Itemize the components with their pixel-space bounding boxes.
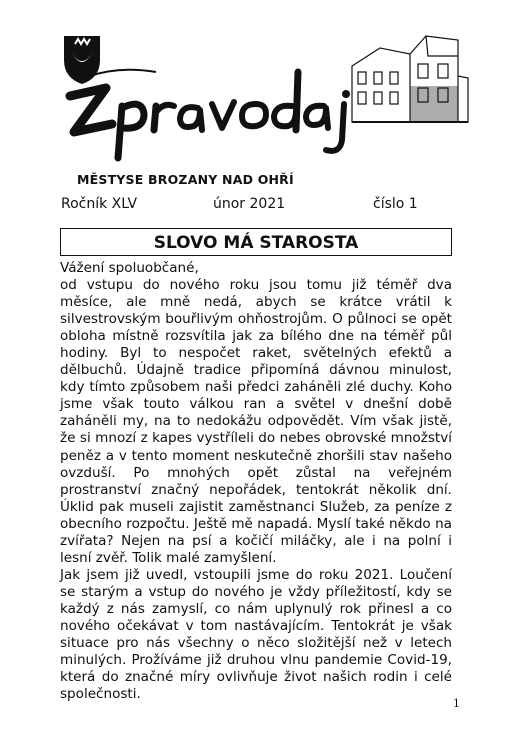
issue-volume: Ročník XLV [61,196,138,212]
page-number: 1 [453,697,460,710]
article-body [60,260,452,703]
masthead-title-logo [60,54,360,164]
issue-date: únor 2021 [213,196,286,212]
article-headline: SLOVO MÁ STAROSTA [153,233,359,253]
masthead [0,0,510,190]
article-paragraph: Jak jsem již uvedl, vstoupili jsme do roku 2021. Loučení se starým a vstup do nového je vždy příležitostí, kdy se každý z nás zamyslí, co nám uplynulý rok přinesl a co nového očekávat v tom nastávajícím. Tentokrát je však situace pro nás všechny o něco složitější než v letech minulých. Prožíváme již druhou vlnu pandemie Covid-19, která do značné míry ovlivňuje život našich rodin i celé společnosti. [60,566,452,703]
article-paragraph: od vstupu do nového roku jsou tomu již téměř dva měsíce, ale mně nedá, abych se krátce vrátil k silvestrovským bouřlivým ohňostrojům. O půlnoci se opět obloha místně rozsvítila jak za bílého dne na téměř půl hodiny. Byl to nespočet raket, světelných efektů a dělbuchů. Údajně tradice připomíná dávnou minulost, kdy tímto způsobem naši předci zaháněli zlé duchy. Koho jsme však touto válkou ran a světel v dnešní době zaháněli my, na to nedokážu odpovědět. Vím však jistě, že si mnozí z kapes vystříleli do nebes obrovské množství peněz a v tento moment neskutečně zhoršili stav našeho ovzduší. Po mnohých opět zůstal na veřejném prostranství značný nepořádek, tentokrát několik dní. Úklid pak museli zajistit zaměstnanci Služeb, za peníze z obecního rozpočtu. Ještě mě napadá. Myslí také někdo na zvířata? Nejen na psí a kočičí miláčky, ale i na polní i lesní zvěř. Tolik malé zamyšlení. [60,277,452,566]
article-greeting: Vážení spoluobčané, [60,260,199,276]
issue-number: číslo 1 [373,196,418,212]
castle-building-illustration [350,26,470,126]
headline-box [60,228,452,256]
masthead-subtitle: MĚSTYSE BROZANY NAD OHŘÍ [77,172,294,187]
